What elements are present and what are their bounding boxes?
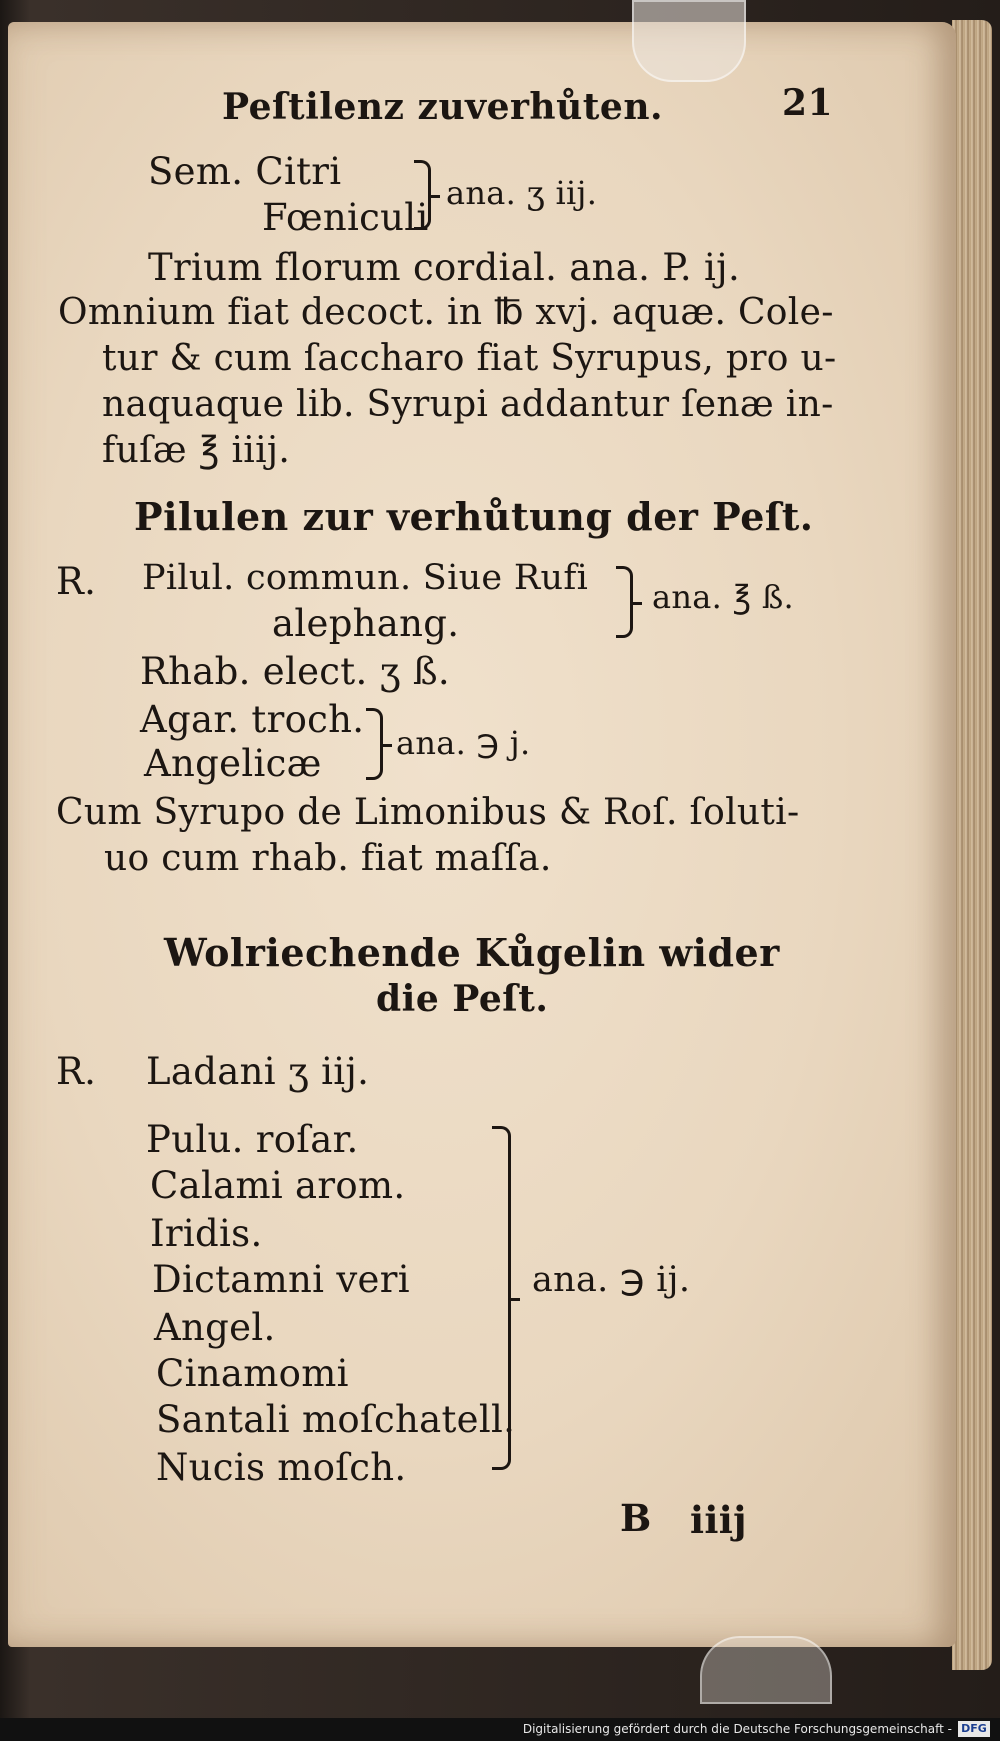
section2-brace2: [366, 708, 383, 780]
section3-brace: [492, 1126, 511, 1470]
running-head: Peſtilenz zuverhůten.: [222, 86, 664, 128]
section3-item-6: Cinamomi: [156, 1352, 349, 1395]
recipe1-line3: Trium florum cordial. ana. P. ij.: [148, 246, 741, 289]
section3-item-8: Nucis moſch.: [156, 1446, 407, 1489]
section2-heading: Pilulen zur verhůtung der Peſt.: [134, 494, 814, 539]
section3-item-3: Iridis.: [150, 1212, 263, 1255]
section2-brace1: [616, 566, 633, 638]
recipe1-line2-name: Fœniculi: [262, 196, 429, 239]
section3-heading-line2: die Peſt.: [376, 978, 549, 1020]
section3-item-5: Angel.: [154, 1306, 276, 1349]
footer-credit: Digitalisierung gefördert durch die Deutsche Forschungsgemeinschaft -: [522, 1722, 952, 1736]
section3-r-mark: R.: [56, 1050, 97, 1093]
section2-line7: uo cum rhab. fiat maſſa.: [104, 838, 552, 879]
section3-dose: ana. ℈ ij.: [532, 1260, 691, 1300]
recipe1-brace: [414, 160, 431, 230]
page-clip-top: [632, 0, 746, 82]
section2-line6: Cum Syrupo de Limonibus & Roſ. ſoluti-: [56, 792, 800, 833]
recipe1-line6: naquaque lib. Syrupi addantur ſenæ in-: [102, 384, 834, 425]
dfg-logo: DFG: [958, 1721, 990, 1737]
section3-item-4: Dictamni veri: [152, 1258, 410, 1301]
recipe1-line4: Omnium fiat decoct. in ℔ xvj. aquæ. Cole-: [58, 292, 834, 333]
recipe1-dose: ana. ʒ iij.: [446, 174, 598, 212]
section2-line5: Angelicæ: [144, 742, 322, 785]
page-number: 21: [782, 82, 834, 124]
signature-numeral: iiij: [690, 1498, 747, 1542]
section2-dose2: ana. ℈ j.: [396, 724, 531, 762]
section2-line3: Rhab. elect. ʒ ß.: [140, 650, 450, 693]
page-edge: [952, 20, 992, 1670]
page-clip-bottom: [700, 1636, 832, 1704]
recipe1-line1-name: Sem. Citri: [148, 150, 342, 193]
section3-first-item: Ladani ʒ iij.: [146, 1050, 370, 1093]
section2-line2: alephang.: [272, 602, 460, 645]
section2-line1: Pilul. commun. Siue Rufi: [142, 558, 589, 598]
section3-item-2: Calami arom.: [150, 1164, 406, 1207]
section2-line4: Agar. troch.: [140, 698, 365, 741]
recipe1-line5: tur & cum ſaccharo fiat Syrupus, pro u-: [102, 338, 837, 379]
section3-item-1: Pulu. roſar.: [146, 1118, 359, 1161]
section2-dose1: ana. ℥ ß.: [652, 578, 795, 616]
section2-r-mark: R.: [56, 560, 97, 603]
signature-letter: B: [620, 1496, 652, 1540]
section3-heading-line1: Wolriechende Kůgelin wider: [164, 930, 780, 975]
section3-item-7: Santali moſchatell.: [156, 1398, 516, 1441]
recipe1-line7: fuſæ ℥ iiij.: [102, 430, 291, 471]
